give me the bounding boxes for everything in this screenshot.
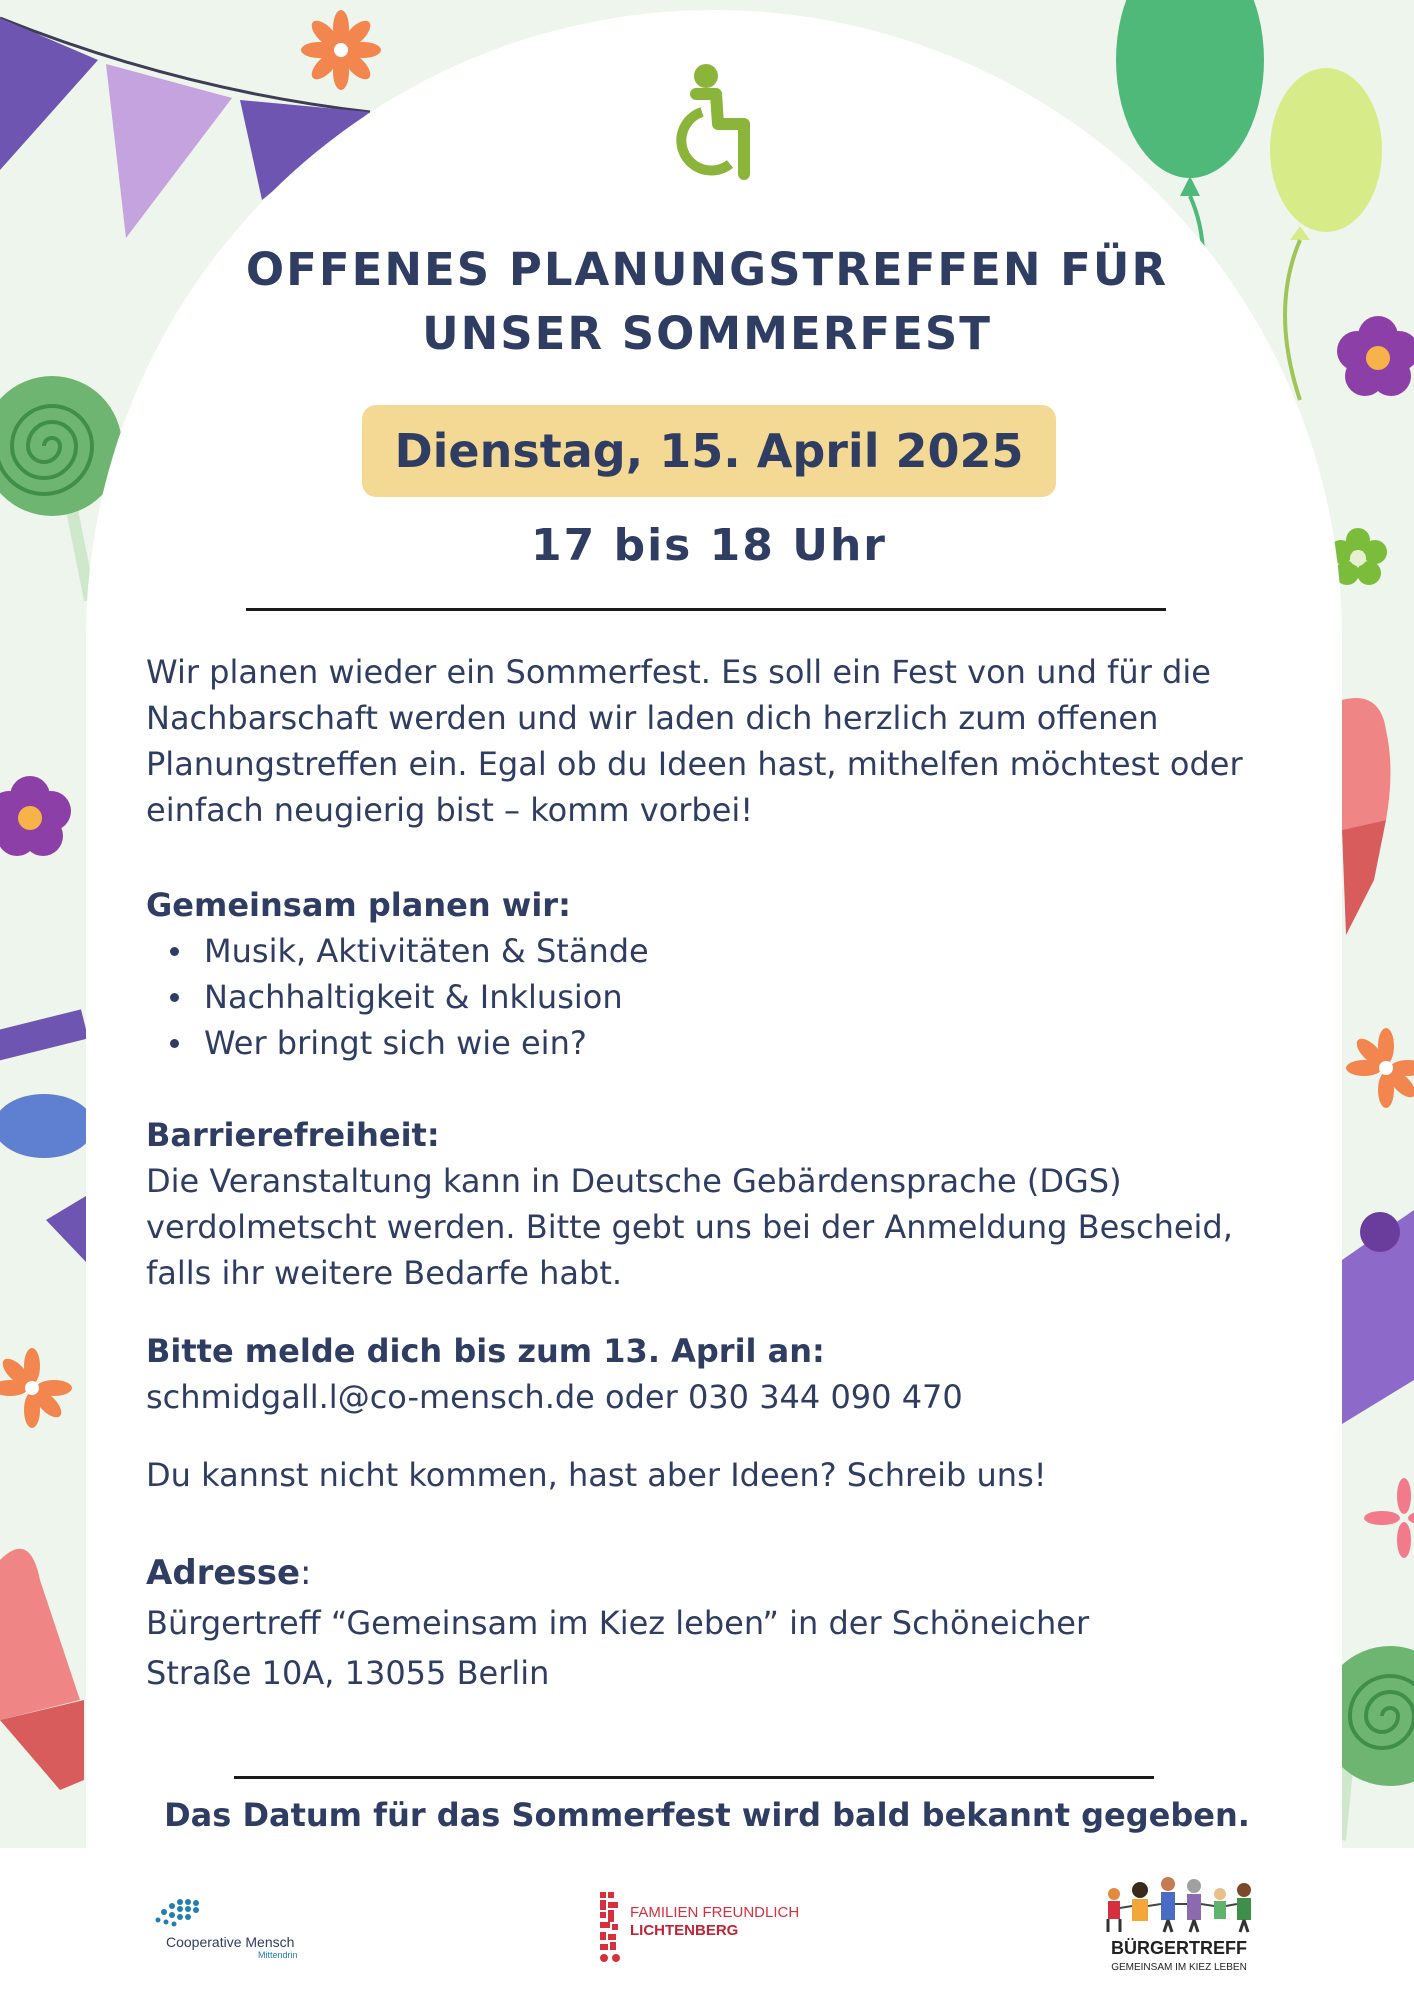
logo-cooperative-mensch: [146, 1896, 346, 1966]
address-section: [146, 1548, 1276, 1698]
flower-purple-icon: [0, 776, 71, 856]
intro-paragraph: Wir planen wieder ein Sommerfest. Es soll ein Fest von und für die Nachbarschaft werden und wir laden dich herzlich zum offenen Planungstreffen ein. Egal ob du Ideen hast, mithelfen möchtest oder einfach neugierig bist – komm vorbei!: [146, 653, 1243, 829]
accessibility-text: Die Veranstaltung kann in Deutsche Gebärdensprache (DGS) verdolmetscht werden. Bitte gebt uns bei der Anmeldung Bescheid, falls ihr weitere Bedarfe habt.: [146, 1162, 1233, 1292]
bunting-flag-1: [0, 18, 98, 170]
divider-top: [246, 608, 1166, 611]
list-item: Nachhaltigkeit & Inklusion: [204, 974, 1276, 1020]
lichtenberg-line-2: LICHTENBERG: [630, 1922, 739, 1939]
cake-icon: [1342, 1210, 1414, 1424]
accessibility-section: [146, 1112, 1276, 1296]
planning-list: [146, 928, 1276, 1066]
cooperative-name: Cooperative Mensch: [166, 1934, 295, 1950]
ice-cream-icon: [1342, 698, 1391, 935]
cooperative-mensch-icon: [150, 1896, 210, 1932]
address-colon: :: [300, 1553, 312, 1593]
planning-section: [146, 882, 1276, 1066]
logo-buergertreff: [1094, 1872, 1264, 1982]
title-line-2: UNSER SOMMERFEST: [422, 307, 992, 360]
event-date: Dienstag, 15. April 2025: [394, 424, 1024, 478]
closing-note: Das Datum für das Sommerfest wird bald bekannt gegeben.: [164, 1796, 1250, 1834]
flower-icon: [1346, 1028, 1414, 1108]
registration-contact[interactable]: schmidgall.l@co-mensch.de oder 030 344 090 470: [146, 1378, 963, 1416]
registration-section: [146, 1328, 1276, 1420]
divider-bottom: [234, 1776, 1154, 1779]
list-item: Wer bringt sich wie ein?: [204, 1020, 1276, 1066]
date-badge: [362, 405, 1056, 497]
buergertreff-name: BÜRGERTREFF: [1111, 1938, 1247, 1958]
list-item: Musik, Aktivitäten & Stände: [204, 928, 1276, 974]
address-line-2: Straße 10A, 13055 Berlin: [146, 1654, 550, 1692]
event-time: 17 bis 18 Uhr: [531, 520, 887, 571]
registration-heading: Bitte melde dich bis zum 13. April an:: [146, 1332, 825, 1370]
cooperative-tagline: Mittendrin: [258, 1950, 298, 1960]
flower-icon: [301, 10, 381, 90]
address-heading: Adresse: [146, 1553, 301, 1593]
planning-heading: Gemeinsam planen wir:: [146, 886, 571, 924]
ideas-text: Du kannst nicht kommen, hast aber Ideen? Schreib uns!: [146, 1456, 1047, 1494]
buergertreff-tagline: GEMEINSAM IM KIEZ LEBEN: [1111, 1962, 1247, 1973]
flower-pink-icon: [1364, 1478, 1414, 1558]
lichtenberg-line-1: FAMILIEN FREUNDLICH: [630, 1904, 800, 1921]
people-group-icon: [1096, 1872, 1262, 1934]
flower-purple-icon: [1337, 316, 1414, 396]
accessibility-heading: Barrierefreiheit:: [146, 1116, 440, 1154]
ice-cream-icon: [0, 1549, 84, 1790]
address-line-1: Bürgertreff “Gemeinsam im Kiez leben” in der Schöneicher: [146, 1604, 1090, 1642]
wheelchair-icon: [668, 62, 758, 192]
title-line-1: OFFENES PLANUNGSTREFFEN FÜR: [245, 243, 1169, 296]
logo-familienfreundlich-lichtenberg: [600, 1892, 840, 1968]
page-title: [160, 238, 1254, 366]
bunting-flag-2: [106, 64, 232, 238]
candy-icon: [0, 1009, 94, 1262]
lichtenberg-icon: [600, 1892, 622, 1964]
flower-icon: [0, 1348, 72, 1428]
